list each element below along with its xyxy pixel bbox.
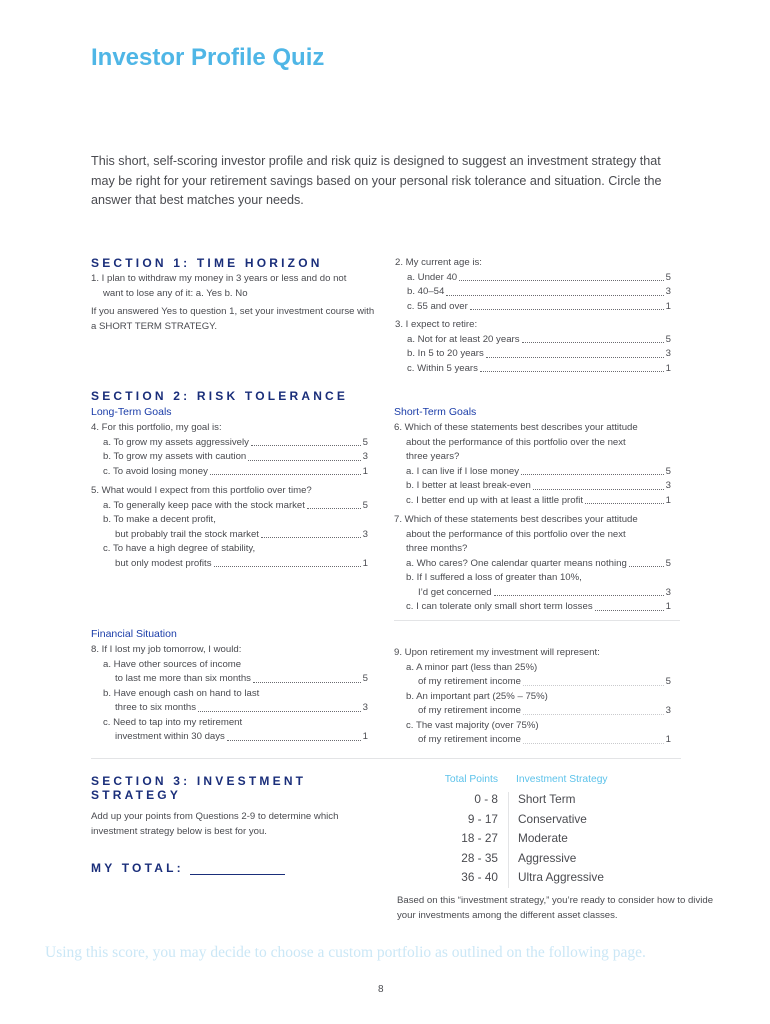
q7-line1: 7. Which of these statements best describes your attitude [394,514,638,525]
q5-question: 5. What would I expect from this portfolio over time? [91,485,312,496]
footer-text: Using this score, you may decide to choose a custom portfolio as outlined on the following page. [45,944,646,961]
q1-line2: want to lose any of it: a. Yes b. No [103,287,248,299]
strategy-cell: Conservative [518,811,587,826]
section2-heading: SECTION 2: RISK TOLERANCE [91,389,349,403]
q4-option[interactable]: c. To avoid losing money 1 [103,465,368,477]
q5-option-a[interactable]: a. To generally keep pace with the stock market 5 [103,499,368,511]
page-number: 8 [378,984,384,995]
q7-option-a[interactable]: a. Who cares? One calendar quarter means nothing 5 [406,557,671,569]
strategy-table [440,774,690,888]
q2-option[interactable]: b. 40–54 3 [407,286,671,297]
q9-question: 9. Upon retirement my investment will represent: [394,647,600,658]
section3-heading: SECTION 3: INVESTMENT STRATEGY [91,774,307,802]
q3-option[interactable]: b. In 5 to 20 years 3 [407,348,671,359]
q3-option[interactable]: a. Not for at least 20 years 5 [407,333,671,345]
q6-line1: 6. Which of these statements best describes your attitude [394,422,638,433]
q9-option-a[interactable]: of my retirement income 5 [418,676,671,687]
q3-question: 3. I expect to retire: [395,319,478,330]
q9-option-b[interactable]: of my retirement income 3 [418,705,671,716]
q9-option-b-line1: b. An important part (25% – 75%) [406,690,548,702]
q2-option[interactable]: c. 55 and over 1 [407,300,671,312]
section2-right [394,406,671,615]
strategy-table-header [440,774,690,785]
q8-option-a[interactable]: to last me more than six months 5 [115,673,368,684]
q9-option-a-line1: a. A minor part (less than 25%) [406,661,538,673]
investment-strategy-header: Investment Strategy [516,774,608,785]
q8-question: 8. If I lost my job tomorrow, I would: [91,644,242,655]
q6-line3: three years? [406,451,460,462]
q6-option[interactable]: a. I can live if I lose money 5 [406,465,671,477]
strategy-cell: Short Term [518,792,576,806]
section1-right [395,256,671,376]
q3-option[interactable]: c. Within 5 years 1 [407,362,671,374]
section1-heading: SECTION 1: TIME HORIZON [91,256,323,270]
strategy-column [509,790,604,888]
q9-option-c-line1: c. The vast majority (over 75%) [406,719,539,731]
strategy-cell: Ultra Aggressive [518,870,604,884]
q5-option-c[interactable]: but only modest profits 1 [115,557,368,569]
financial-right [394,646,671,748]
q4-option[interactable]: a. To grow my assets aggressively 5 [103,436,368,448]
q6-line2: about the performance of this portfolio over the next [406,436,626,448]
points-cell: 9 - 17 [467,811,498,826]
q5-option-b[interactable]: but probably trail the stock market 3 [115,528,368,540]
q8-option-b[interactable]: three to six months 3 [115,702,368,713]
q6-option[interactable]: c. I better end up with at least a little profit 1 [406,494,671,506]
q2-option[interactable]: a. Under 40 5 [407,271,671,283]
my-total-row [91,861,381,875]
q7-option-c[interactable]: c. I can tolerate only small short term losses 1 [406,601,671,612]
section3-instructions: Add up your points from Questions 2-9 to determine which investment strategy below is best for you. [91,811,339,837]
q6-option[interactable]: b. I better at least break-even 3 [406,480,671,491]
section1-note: If you answered Yes to question 1, set your investment course with a SHORT TERM STRATEGY. [91,306,375,332]
financial-left [91,628,368,745]
short-term-goals-heading: Short-Term Goals [394,406,477,418]
points-cell: 18 - 27 [461,831,498,845]
strategy-cell: Aggressive [518,850,577,865]
section3-left [91,774,381,875]
section2-left [91,406,368,571]
q9-option-c[interactable]: of my retirement income 1 [418,734,671,745]
q2-question: 2. My current age is: [395,257,482,268]
q7-option-b-line1: b. If I suffered a loss of greater than 10%, [406,572,582,583]
q5-option-c-line1: c. To have a high degree of stability, [103,543,256,554]
long-term-goals-heading: Long-Term Goals [91,406,172,418]
q7-line2: about the performance of this portfolio over the next [406,528,626,540]
my-total-input[interactable] [190,863,285,875]
strategy-cell: Moderate [518,831,568,845]
q4-question: 4. For this portfolio, my goal is: [91,422,222,433]
financial-situation-heading: Financial Situation [91,628,177,640]
q4-option[interactable]: b. To grow my assets with caution 3 [103,451,368,462]
intro-paragraph: This short, self-scoring investor profile and risk quiz is designed to suggest an investment strategy that may be right for your retirement savings based on your personal risk tolerance and situation. Circle the answer that best matches your needs. [91,154,662,207]
points-column [440,790,508,888]
q8-option-c[interactable]: investment within 30 days 1 [115,731,368,742]
points-cell: 36 - 40 [461,870,498,884]
q7-line3: three months? [406,543,468,554]
strategy-rows [440,790,690,888]
q8-option-c-line1: c. Need to tap into my retirement [103,716,243,728]
points-cell: 28 - 35 [461,850,498,865]
page-title: Investor Profile Quiz [91,44,325,71]
section1-left [91,256,381,334]
q8-option-b-line1: b. Have enough cash on hand to last [103,687,260,699]
points-cell: 0 - 8 [474,792,498,806]
my-total-label: MY TOTAL: [91,861,184,875]
q7-option-b[interactable]: I’d get concerned 3 [418,586,671,598]
q1-line1: 1. I plan to withdraw my money in 3 years or less and do not [91,273,347,284]
strategy-note: Based on this “investment strategy,” you’re ready to consider how to divide your investments among the different asset classes. [397,895,714,921]
q5-option-b-line1: b. To make a decent profit, [103,514,216,525]
q8-option-a-line1: a. Have other sources of income [103,658,242,670]
total-points-header: Total Points [444,774,498,785]
divider [394,620,680,621]
divider [91,758,681,759]
